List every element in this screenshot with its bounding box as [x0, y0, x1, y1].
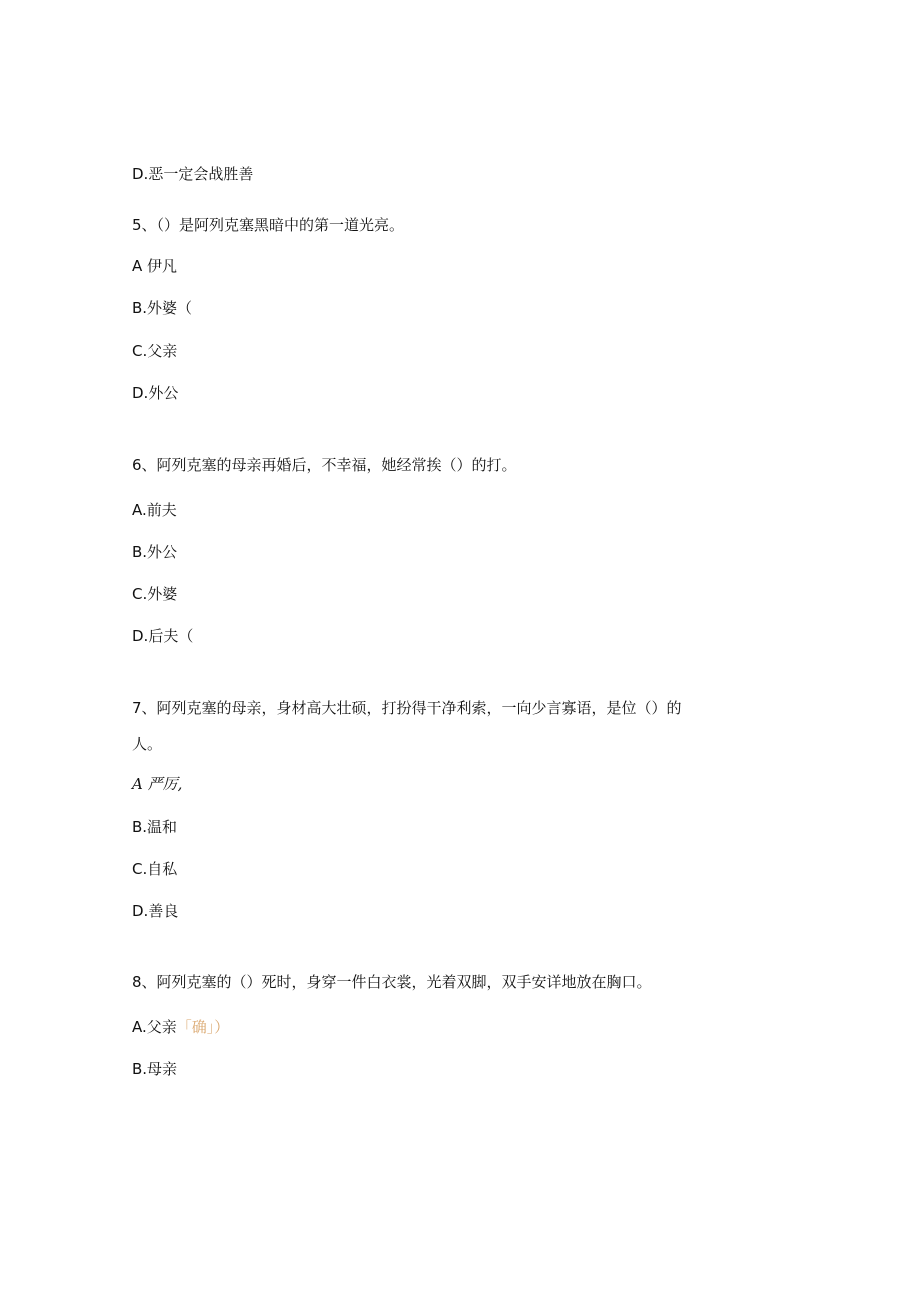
option-4d: D.恶一定会战胜善 [132, 165, 254, 183]
option-5a: A 伊凡 [132, 257, 178, 275]
option-7a: A 严厉, [132, 775, 183, 793]
question-5: 5、（）是阿列克塞黑暗中的第一道光亮。 [132, 216, 405, 234]
question-6: 6、阿列克塞的母亲再婚后，不幸福，她经常挨（）的打。 [132, 456, 517, 474]
option-5d: D.外公 [132, 384, 179, 402]
question-7-line-2: 人。 [132, 735, 163, 753]
option-8a [132, 1017, 229, 1037]
option-5b: B.外婆（ [132, 299, 193, 317]
option-7c: C.自私 [132, 860, 178, 878]
question-7-line-1: 7、阿列克塞的母亲，身材高大壮硕，打扮得干净利索，一向少言寡语，是位（）的 [132, 699, 682, 717]
option-8a-text: A.父亲 [132, 1018, 177, 1036]
option-6a: A.前夫 [132, 501, 177, 519]
option-5c: C.父亲 [132, 342, 178, 360]
option-8b: B.母亲 [132, 1060, 178, 1078]
option-7b: B.温和 [132, 818, 178, 836]
option-6d: D.后夫（ [132, 627, 194, 645]
option-6b: B.外公 [132, 543, 178, 561]
option-6c: C.外婆 [132, 585, 178, 603]
answer-mark: 「确」） [176, 1018, 230, 1036]
option-7d: D.善良 [132, 902, 179, 920]
question-8: 8、阿列克塞的（）死时，身穿一件白衣裳，光着双脚，双手安详地放在胸口。 [132, 973, 652, 991]
